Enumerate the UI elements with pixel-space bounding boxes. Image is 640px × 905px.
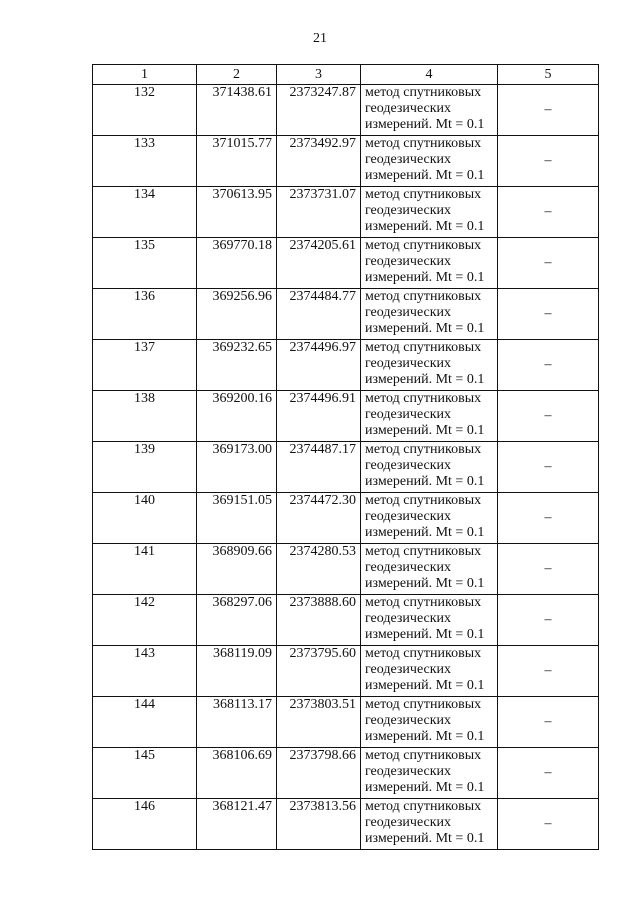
point-number-cell: 146 — [93, 799, 197, 850]
y-coordinate-cell: 2373492.97 — [277, 136, 361, 187]
page-number: 21 — [313, 31, 327, 46]
y-coordinate-cell: 2374205.61 — [277, 238, 361, 289]
header-col-1: 1 — [93, 65, 197, 85]
method-cell: метод спутниковых геодезических измерений. Mt = 0.1 — [361, 187, 498, 238]
table-row — [93, 442, 599, 493]
point-number-cell: 134 — [93, 187, 197, 238]
x-coordinate-cell: 369173.00 — [197, 442, 277, 493]
table-body — [93, 85, 599, 850]
point-number-cell: 145 — [93, 748, 197, 799]
point-number-cell: 144 — [93, 697, 197, 748]
x-coordinate-cell: 368119.09 — [197, 646, 277, 697]
x-coordinate-cell: 368106.69 — [197, 748, 277, 799]
note-cell: – — [498, 238, 599, 289]
y-coordinate-cell: 2374280.53 — [277, 544, 361, 595]
point-number-cell: 136 — [93, 289, 197, 340]
table-row — [93, 493, 599, 544]
note-cell: – — [498, 187, 599, 238]
y-coordinate-cell: 2373803.51 — [277, 697, 361, 748]
method-cell: метод спутниковых геодезических измерений. Mt = 0.1 — [361, 442, 498, 493]
method-cell: метод спутниковых геодезических измерений. Mt = 0.1 — [361, 646, 498, 697]
table-row — [93, 391, 599, 442]
point-number-cell: 143 — [93, 646, 197, 697]
method-cell: метод спутниковых геодезических измерений. Mt = 0.1 — [361, 289, 498, 340]
x-coordinate-cell: 368909.66 — [197, 544, 277, 595]
method-cell: метод спутниковых геодезических измерений. Mt = 0.1 — [361, 748, 498, 799]
note-cell: – — [498, 595, 599, 646]
table-row — [93, 340, 599, 391]
method-cell: метод спутниковых геодезических измерений. Mt = 0.1 — [361, 238, 498, 289]
method-cell: метод спутниковых геодезических измерений. Mt = 0.1 — [361, 493, 498, 544]
y-coordinate-cell: 2374472.30 — [277, 493, 361, 544]
table-header-row — [93, 65, 599, 85]
x-coordinate-cell: 370613.95 — [197, 187, 277, 238]
x-coordinate-cell: 369770.18 — [197, 238, 277, 289]
x-coordinate-cell: 368121.47 — [197, 799, 277, 850]
method-cell: метод спутниковых геодезических измерений. Mt = 0.1 — [361, 544, 498, 595]
table-row — [93, 697, 599, 748]
point-number-cell: 139 — [93, 442, 197, 493]
header-col-3: 3 — [277, 65, 361, 85]
note-cell: – — [498, 748, 599, 799]
method-cell: метод спутниковых геодезических измерений. Mt = 0.1 — [361, 595, 498, 646]
point-number-cell: 132 — [93, 85, 197, 136]
point-number-cell: 142 — [93, 595, 197, 646]
x-coordinate-cell: 369232.65 — [197, 340, 277, 391]
x-coordinate-cell: 368297.06 — [197, 595, 277, 646]
header-col-2: 2 — [197, 65, 277, 85]
table-row — [93, 748, 599, 799]
method-cell: метод спутниковых геодезических измерений. Mt = 0.1 — [361, 85, 498, 136]
table-row — [93, 187, 599, 238]
y-coordinate-cell: 2373813.56 — [277, 799, 361, 850]
table-row — [93, 595, 599, 646]
note-cell: – — [498, 85, 599, 136]
y-coordinate-cell: 2373247.87 — [277, 85, 361, 136]
table-row — [93, 238, 599, 289]
note-cell: – — [498, 289, 599, 340]
x-coordinate-cell: 369200.16 — [197, 391, 277, 442]
method-cell: метод спутниковых геодезических измерений. Mt = 0.1 — [361, 340, 498, 391]
y-coordinate-cell: 2373888.60 — [277, 595, 361, 646]
table-row — [93, 646, 599, 697]
table-row — [93, 544, 599, 595]
table-row — [93, 799, 599, 850]
x-coordinate-cell: 369151.05 — [197, 493, 277, 544]
note-cell: – — [498, 646, 599, 697]
note-cell: – — [498, 799, 599, 850]
x-coordinate-cell: 371015.77 — [197, 136, 277, 187]
note-cell: – — [498, 136, 599, 187]
note-cell: – — [498, 697, 599, 748]
note-cell: – — [498, 493, 599, 544]
table-row — [93, 289, 599, 340]
header-col-4: 4 — [361, 65, 498, 85]
point-number-cell: 133 — [93, 136, 197, 187]
y-coordinate-cell: 2373798.66 — [277, 748, 361, 799]
point-number-cell: 135 — [93, 238, 197, 289]
table-row — [93, 136, 599, 187]
y-coordinate-cell: 2373731.07 — [277, 187, 361, 238]
note-cell: – — [498, 391, 599, 442]
point-number-cell: 141 — [93, 544, 197, 595]
method-cell: метод спутниковых геодезических измерений. Mt = 0.1 — [361, 799, 498, 850]
y-coordinate-cell: 2373795.60 — [277, 646, 361, 697]
point-number-cell: 140 — [93, 493, 197, 544]
note-cell: – — [498, 442, 599, 493]
method-cell: метод спутниковых геодезических измерений. Mt = 0.1 — [361, 136, 498, 187]
x-coordinate-cell: 371438.61 — [197, 85, 277, 136]
note-cell: – — [498, 340, 599, 391]
x-coordinate-cell: 368113.17 — [197, 697, 277, 748]
y-coordinate-cell: 2374496.91 — [277, 391, 361, 442]
header-col-5: 5 — [498, 65, 599, 85]
y-coordinate-cell: 2374487.17 — [277, 442, 361, 493]
y-coordinate-cell: 2374484.77 — [277, 289, 361, 340]
point-number-cell: 138 — [93, 391, 197, 442]
x-coordinate-cell: 369256.96 — [197, 289, 277, 340]
coordinates-table — [92, 64, 599, 850]
y-coordinate-cell: 2374496.97 — [277, 340, 361, 391]
table-row — [93, 85, 599, 136]
point-number-cell: 137 — [93, 340, 197, 391]
note-cell: – — [498, 544, 599, 595]
method-cell: метод спутниковых геодезических измерений. Mt = 0.1 — [361, 697, 498, 748]
method-cell: метод спутниковых геодезических измерений. Mt = 0.1 — [361, 391, 498, 442]
